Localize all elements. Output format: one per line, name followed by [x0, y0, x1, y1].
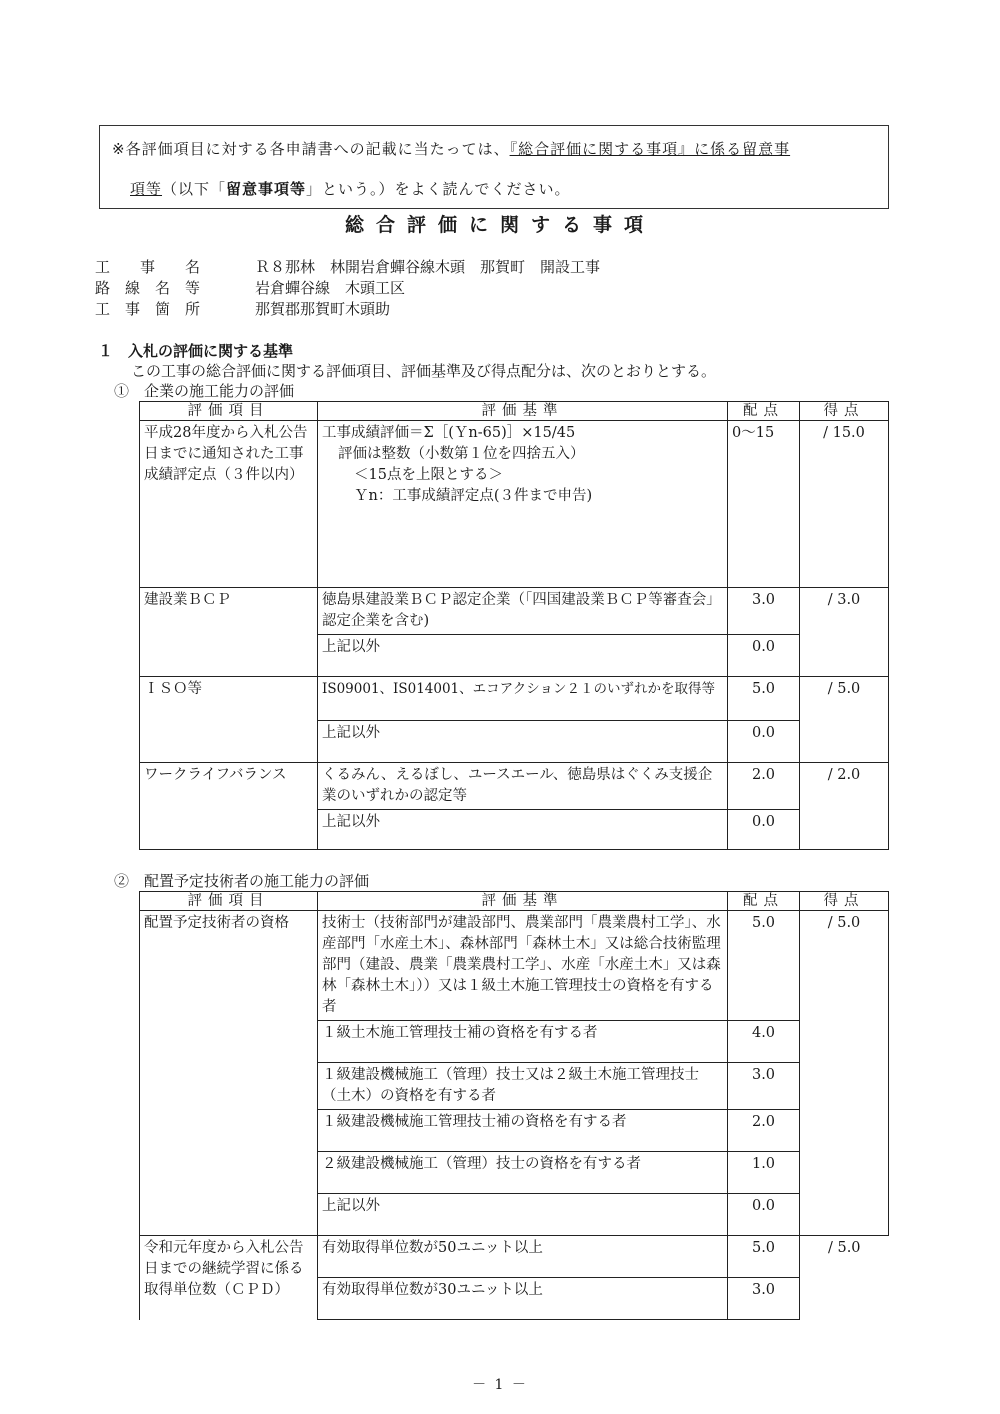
- table-row: [140, 677, 889, 721]
- info-row-route: [95, 277, 405, 298]
- notice-box: [99, 125, 889, 209]
- notice-line-1: [112, 138, 790, 159]
- table-header-row: [140, 892, 889, 911]
- item-cell: ＩＳＯ等: [140, 677, 318, 763]
- points-cell: 5.0: [728, 911, 800, 1021]
- table-row: [140, 1236, 889, 1278]
- info-label: 路 線 名 等: [95, 279, 201, 297]
- subsection-heading-1: ① 企業の施工能力の評価: [114, 382, 295, 400]
- notice-text: （以下「: [162, 180, 227, 198]
- criteria-cell: １級建設機械施工（管理）技士又は２級土木施工管理技士（土木）の資格を有する者: [318, 1063, 728, 1110]
- points-cell: 3.0: [728, 1278, 800, 1320]
- header-points: 配点: [728, 892, 800, 911]
- score-cell: / 5.0: [800, 911, 889, 1236]
- points-cell: 4.0: [728, 1021, 800, 1063]
- criteria-line: 工事成績評価＝Σ［(Ｙn-65)］×15/45: [322, 425, 576, 441]
- info-value: 岩倉蟬谷線 木頭工区: [255, 279, 406, 297]
- info-label: 工 事 箇 所: [95, 300, 201, 318]
- criteria-cell: 徳島県建設業ＢＣＰ認定企業（「四国建設業ＢＣＰ等審査会」認定企業を含む): [318, 588, 728, 635]
- points-cell: 0.0: [728, 1194, 800, 1236]
- points-cell: 0.0: [728, 721, 800, 763]
- notice-text: 」という。）をよく読んでください。: [306, 180, 571, 198]
- points-cell: 3.0: [728, 588, 800, 635]
- table-row: [140, 763, 889, 810]
- criteria-cell: ２級建設機械施工（管理）技士の資格を有する者: [318, 1152, 728, 1194]
- item-cell: 令和元年度から入札公告日までの継続学習に係る取得単位数（ＣＰＤ）: [140, 1236, 318, 1320]
- points-cell: 0～15: [728, 421, 800, 588]
- subsection-heading-2: ② 配置予定技術者の施工能力の評価: [114, 872, 370, 890]
- table-row: [140, 911, 889, 1021]
- criteria-cell: 有効取得単位数が30ユニット以上: [318, 1278, 728, 1320]
- criteria-cell: 上記以外: [318, 635, 728, 677]
- header-criteria: 評価基準: [318, 892, 728, 911]
- item-cell: 配置予定技術者の資格: [140, 911, 318, 1236]
- score-cell: / 15.0: [800, 421, 889, 588]
- header-points: 配点: [728, 402, 800, 421]
- table-row: [140, 588, 889, 635]
- item-cell: 建設業ＢＣＰ: [140, 588, 318, 677]
- criteria-line: ＜15点を上限とする＞: [354, 467, 503, 483]
- criteria-cell: 上記以外: [318, 810, 728, 850]
- page-title: 総合評価に関する事項: [344, 214, 655, 236]
- criteria-cell: 上記以外: [318, 721, 728, 763]
- header-item: 評価項目: [140, 402, 318, 421]
- item-cell: 平成28年度から入札公告日までに通知された工事成績評定点（３件以内）: [140, 421, 318, 588]
- table-row: [140, 421, 889, 588]
- header-score: 得点: [800, 892, 889, 911]
- info-value: Ｒ８那林 林開岩倉蟬谷線木頭 那賀町 開設工事: [255, 258, 601, 276]
- evaluation-table-company: [139, 401, 889, 850]
- points-cell: 5.0: [728, 677, 800, 721]
- criteria-cell: [318, 421, 728, 588]
- info-row-location: [95, 298, 390, 319]
- section-intro: この工事の総合評価に関する評価項目、評価基準及び得点配分は、次のとおりとする。: [131, 362, 717, 380]
- item-cell: ワークライフバランス: [140, 763, 318, 850]
- notice-underlined-text: 『総合評価に関する事項』に係る留意事: [509, 140, 791, 158]
- points-cell: 5.0: [728, 1236, 800, 1278]
- table-header-row: [140, 402, 889, 421]
- criteria-cell: IS09001、IS014001、エコアクション２１のいずれかを取得等: [318, 677, 728, 721]
- header-score: 得点: [800, 402, 889, 421]
- criteria-cell: くるみん、えるぼし、ユースエール、徳島県はぐくみ支援企業のいずれかの認定等: [318, 763, 728, 810]
- criteria-cell: １級建設機械施工管理技士補の資格を有する者: [318, 1110, 728, 1152]
- notice-underlined-text: 項等: [130, 180, 163, 198]
- notice-bold-text: 留意事項等: [226, 180, 307, 198]
- points-cell: 3.0: [728, 1063, 800, 1110]
- criteria-cell: 有効取得単位数が50ユニット以上: [318, 1236, 728, 1278]
- score-cell: / 3.0: [800, 588, 889, 677]
- header-criteria: 評価基準: [318, 402, 728, 421]
- points-cell: 2.0: [728, 1110, 800, 1152]
- info-value: 那賀郡那賀町木頭助: [255, 300, 391, 318]
- score-cell: / 5.0: [800, 677, 889, 763]
- page-number: － 1 －: [472, 1377, 528, 1393]
- criteria-line: 評価は整数（小数第１位を四捨五入）: [338, 446, 585, 462]
- notice-text: ※各評価項目に対する各申請書への記載に当たっては、: [112, 140, 510, 158]
- score-cell: / 5.0: [800, 1236, 889, 1320]
- info-row-project: [95, 256, 600, 277]
- points-cell: 1.0: [728, 1152, 800, 1194]
- criteria-cell: 技術士（技術部門が建設部門、農業部門「農業農村工学」、水産部門「水産土木」、森林部門「森林土木」又は総合技術監理部門（建設、農業「農業農村工学」、水産「水産土木」又は森林「森林土木」））又は１級土木施工管理技士の資格を有する者: [318, 911, 728, 1021]
- info-label: 工 事 名: [95, 258, 201, 276]
- section-heading: １ 入札の評価に関する基準: [98, 342, 294, 360]
- points-cell: 0.0: [728, 635, 800, 677]
- criteria-line: Ｙn：工事成績評定点(３件まで申告): [354, 488, 593, 504]
- points-cell: 0.0: [728, 810, 800, 850]
- notice-line-2: [130, 178, 571, 199]
- points-cell: 2.0: [728, 763, 800, 810]
- score-cell: / 2.0: [800, 763, 889, 850]
- evaluation-table-engineer: [139, 891, 889, 1320]
- criteria-cell: １級土木施工管理技士補の資格を有する者: [318, 1021, 728, 1063]
- criteria-cell: 上記以外: [318, 1194, 728, 1236]
- header-item: 評価項目: [140, 892, 318, 911]
